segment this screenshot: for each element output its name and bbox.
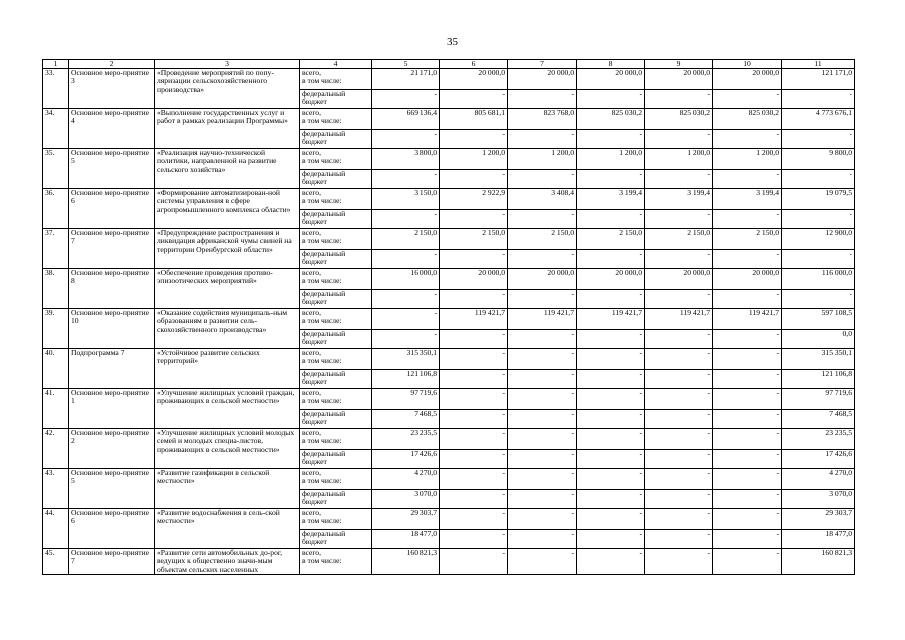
amount-cell: -: [508, 90, 577, 109]
funding-source: федеральный бюджет: [300, 90, 372, 109]
amount-cell: -: [713, 370, 782, 389]
column-number-2: 2: [69, 60, 155, 69]
amount-cell: 315 350,1: [372, 349, 440, 370]
funding-source: всего, в том числе:: [300, 349, 372, 370]
amount-cell: -: [713, 330, 782, 349]
row-name: «Выполнение государственных услуг и работ в рамках реализации Программы»: [155, 109, 300, 149]
amount-cell: -: [577, 490, 645, 509]
amount-cell: -: [440, 170, 508, 189]
amount-cell: -: [713, 170, 782, 189]
column-number-6: 6: [440, 60, 508, 69]
amount-cell: -: [508, 509, 577, 530]
amount-cell: 2 150,0: [577, 229, 645, 250]
row-type: Подпрограмма 7: [69, 349, 155, 389]
amount-cell: -: [713, 130, 782, 149]
amount-cell: -: [508, 250, 577, 269]
amount-cell: -: [372, 290, 440, 309]
amount-cell: -: [782, 170, 855, 189]
funding-source: всего, в том числе:: [300, 469, 372, 490]
row-number: 34.: [43, 109, 69, 149]
amount-cell: 21 171,0: [372, 69, 440, 90]
amount-cell: 19 079,5: [782, 189, 855, 210]
table-row: [43, 189, 855, 210]
amount-cell: 29 303,7: [372, 509, 440, 530]
amount-cell: -: [577, 509, 645, 530]
amount-cell: 29 303,7: [782, 509, 855, 530]
amount-cell: -: [508, 389, 577, 410]
row-name: «Развитие газификации в сельской местности»: [155, 469, 300, 509]
amount-cell: 119 421,7: [440, 309, 508, 330]
amount-cell: -: [782, 210, 855, 229]
funding-source: всего, в том числе:: [300, 229, 372, 250]
amount-cell: -: [577, 450, 645, 469]
amount-cell: 1 200,0: [440, 149, 508, 170]
amount-cell: 20 000,0: [508, 269, 577, 290]
amount-cell: -: [440, 509, 508, 530]
amount-cell: -: [508, 210, 577, 229]
row-number: 41.: [43, 389, 69, 429]
amount-cell: -: [440, 389, 508, 410]
row-type: Основное меро-приятие 5: [69, 149, 155, 189]
amount-cell: -: [713, 290, 782, 309]
amount-cell: 23 235,5: [782, 429, 855, 450]
column-number-5: 5: [372, 60, 440, 69]
amount-cell: -: [440, 349, 508, 370]
amount-cell: 597 108,5: [782, 309, 855, 330]
amount-cell: -: [440, 210, 508, 229]
amount-cell: -: [372, 130, 440, 149]
amount-cell: -: [508, 410, 577, 429]
amount-cell: -: [645, 250, 713, 269]
amount-cell: 823 768,0: [508, 109, 577, 130]
amount-cell: 3 199,4: [645, 189, 713, 210]
funding-source: федеральный бюджет: [300, 170, 372, 189]
funding-source: всего, в том числе:: [300, 189, 372, 210]
funding-source: всего, в том числе:: [300, 509, 372, 530]
amount-cell: -: [440, 130, 508, 149]
table-row: [43, 429, 855, 450]
funding-source: всего, в том числе:: [300, 309, 372, 330]
amount-cell: -: [577, 170, 645, 189]
amount-cell: 20 000,0: [440, 269, 508, 290]
amount-cell: 20 000,0: [440, 69, 508, 90]
amount-cell: -: [440, 290, 508, 309]
row-type: Основное меро-приятие 1: [69, 389, 155, 429]
amount-cell: 3 800,0: [372, 149, 440, 170]
row-type: Основное меро-приятие 4: [69, 109, 155, 149]
amount-cell: -: [577, 349, 645, 370]
amount-cell: -: [782, 90, 855, 109]
amount-cell: -: [713, 210, 782, 229]
table-row: [43, 469, 855, 490]
amount-cell: -: [782, 130, 855, 149]
funding-source: всего, в том числе:: [300, 109, 372, 130]
amount-cell: 97 719,6: [782, 389, 855, 410]
amount-cell: -: [645, 530, 713, 549]
column-number-3: 3: [155, 60, 300, 69]
table-row: [43, 109, 855, 130]
amount-cell: 1 200,0: [713, 149, 782, 170]
amount-cell: 12 900,0: [782, 229, 855, 250]
amount-cell: -: [645, 130, 713, 149]
amount-cell: -: [645, 410, 713, 429]
funding-source: федеральный бюджет: [300, 370, 372, 389]
funding-source: всего, в том числе:: [300, 149, 372, 170]
amount-cell: 1 200,0: [577, 149, 645, 170]
row-name: «Устойчивое развитие сельских территорий»: [155, 349, 300, 389]
amount-cell: -: [577, 410, 645, 429]
amount-cell: -: [508, 130, 577, 149]
amount-cell: -: [372, 170, 440, 189]
amount-cell: -: [508, 330, 577, 349]
amount-cell: 825 030,2: [645, 109, 713, 130]
amount-cell: 805 681,1: [440, 109, 508, 130]
row-type: Основное меро-приятие 6: [69, 509, 155, 549]
amount-cell: -: [645, 290, 713, 309]
amount-cell: 3 199,4: [577, 189, 645, 210]
amount-cell: -: [713, 509, 782, 530]
row-name: «Обеспечение проведения противо-эпизоотических мероприятий»: [155, 269, 300, 309]
funding-source: федеральный бюджет: [300, 330, 372, 349]
row-type: Основное меро-приятие 2: [69, 429, 155, 469]
column-number-row: [43, 60, 855, 69]
amount-cell: -: [713, 349, 782, 370]
amount-cell: -: [508, 549, 577, 575]
column-number-11: 11: [782, 60, 855, 69]
column-number-9: 9: [645, 60, 713, 69]
amount-cell: -: [440, 90, 508, 109]
funding-source: всего, в том числе:: [300, 389, 372, 410]
funding-source: всего, в том числе:: [300, 429, 372, 450]
amount-cell: -: [713, 90, 782, 109]
row-number: 36.: [43, 189, 69, 229]
table-row: [43, 509, 855, 530]
amount-cell: -: [713, 429, 782, 450]
amount-cell: 825 030,2: [577, 109, 645, 130]
funding-source: федеральный бюджет: [300, 490, 372, 509]
column-number-1: 1: [43, 60, 69, 69]
row-number: 43.: [43, 469, 69, 509]
amount-cell: -: [440, 469, 508, 490]
amount-cell: 4 270,0: [782, 469, 855, 490]
amount-cell: -: [645, 389, 713, 410]
amount-cell: 121 106,8: [372, 370, 440, 389]
funding-source: всего, в том числе:: [300, 269, 372, 290]
amount-cell: 20 000,0: [577, 269, 645, 290]
amount-cell: 116 000,0: [782, 269, 855, 290]
amount-cell: 119 421,7: [508, 309, 577, 330]
amount-cell: 1 200,0: [645, 149, 713, 170]
amount-cell: 97 719,6: [372, 389, 440, 410]
amount-cell: -: [440, 549, 508, 575]
amount-cell: -: [508, 429, 577, 450]
row-number: 39.: [43, 309, 69, 349]
amount-cell: -: [577, 210, 645, 229]
row-type: Основное меро-приятие 5: [69, 469, 155, 509]
page-number: 35: [447, 36, 458, 48]
amount-cell: 18 477,0: [782, 530, 855, 549]
amount-cell: 7 468,5: [372, 410, 440, 429]
funding-source: федеральный бюджет: [300, 450, 372, 469]
row-number: 45.: [43, 549, 69, 575]
funding-source: федеральный бюджет: [300, 130, 372, 149]
row-type: Основное меро-приятие 10: [69, 309, 155, 349]
amount-cell: -: [508, 349, 577, 370]
amount-cell: -: [508, 469, 577, 490]
amount-cell: -: [645, 490, 713, 509]
amount-cell: -: [713, 410, 782, 429]
column-number-10: 10: [713, 60, 782, 69]
amount-cell: 669 136,4: [372, 109, 440, 130]
row-type: Основное меро-приятие 8: [69, 269, 155, 309]
amount-cell: 3 070,0: [782, 490, 855, 509]
amount-cell: 4 773 676,1: [782, 109, 855, 130]
amount-cell: -: [577, 549, 645, 575]
amount-cell: -: [782, 290, 855, 309]
amount-cell: 119 421,7: [577, 309, 645, 330]
amount-cell: -: [645, 330, 713, 349]
amount-cell: 119 421,7: [713, 309, 782, 330]
row-name: «Оказание содействия муниципаль-ным образованиям в развитии сель-скохозяйственного производства»: [155, 309, 300, 349]
amount-cell: 2 150,0: [713, 229, 782, 250]
amount-cell: -: [440, 530, 508, 549]
amount-cell: -: [713, 389, 782, 410]
table-row: [43, 229, 855, 250]
table-row: [43, 389, 855, 410]
amount-cell: -: [645, 370, 713, 389]
amount-cell: 825 030,2: [713, 109, 782, 130]
table-row: [43, 349, 855, 370]
funding-source: федеральный бюджет: [300, 250, 372, 269]
amount-cell: -: [713, 530, 782, 549]
amount-cell: -: [713, 469, 782, 490]
column-number-8: 8: [577, 60, 645, 69]
amount-cell: -: [577, 370, 645, 389]
table-row: [43, 269, 855, 290]
row-number: 40.: [43, 349, 69, 389]
amount-cell: -: [372, 90, 440, 109]
amount-cell: 20 000,0: [713, 69, 782, 90]
amount-cell: -: [713, 549, 782, 575]
amount-cell: -: [440, 450, 508, 469]
amount-cell: 3 199,4: [713, 189, 782, 210]
row-name: «Проведение мероприятий по попу-ляризации сельскохозяйственного производства»: [155, 69, 300, 109]
row-name: «Улучшение жилищных условий граждан, проживающих в сельской местности»: [155, 389, 300, 429]
amount-cell: -: [577, 90, 645, 109]
amount-cell: -: [577, 389, 645, 410]
amount-cell: -: [713, 450, 782, 469]
amount-cell: -: [782, 250, 855, 269]
amount-cell: 2 922,9: [440, 189, 508, 210]
amount-cell: -: [440, 370, 508, 389]
amount-cell: -: [508, 530, 577, 549]
row-name: «Формирование автоматизирован-ной системы управления в сфере агропромышленного комплекса области»: [155, 189, 300, 229]
amount-cell: -: [440, 490, 508, 509]
amount-cell: -: [577, 530, 645, 549]
row-number: 35.: [43, 149, 69, 189]
amount-cell: 160 821,3: [782, 549, 855, 575]
amount-cell: 121 106,8: [782, 370, 855, 389]
row-number: 42.: [43, 429, 69, 469]
funding-source: всего, в том числе:: [300, 549, 372, 575]
amount-cell: -: [372, 250, 440, 269]
amount-cell: -: [508, 290, 577, 309]
amount-cell: -: [713, 490, 782, 509]
amount-cell: -: [645, 210, 713, 229]
amount-cell: -: [372, 309, 440, 330]
row-type: Основное меро-приятие 6: [69, 189, 155, 229]
table-row: [43, 69, 855, 90]
funding-source: федеральный бюджет: [300, 290, 372, 309]
amount-cell: -: [508, 370, 577, 389]
amount-cell: -: [508, 490, 577, 509]
amount-cell: 20 000,0: [645, 69, 713, 90]
amount-cell: -: [440, 250, 508, 269]
amount-cell: 2 150,0: [645, 229, 713, 250]
row-number: 33.: [43, 69, 69, 109]
column-number-4: 4: [300, 60, 372, 69]
amount-cell: 20 000,0: [508, 69, 577, 90]
amount-cell: 315 350,1: [782, 349, 855, 370]
amount-cell: -: [577, 330, 645, 349]
amount-cell: 20 000,0: [645, 269, 713, 290]
amount-cell: -: [372, 330, 440, 349]
row-name: «Развитие водоснабжения в сель-ской местности»: [155, 509, 300, 549]
amount-cell: -: [577, 429, 645, 450]
column-number-7: 7: [508, 60, 577, 69]
amount-cell: 9 800,0: [782, 149, 855, 170]
amount-cell: -: [645, 469, 713, 490]
amount-cell: -: [372, 210, 440, 229]
row-type: Основное меро-приятие 7: [69, 229, 155, 269]
amount-cell: -: [645, 509, 713, 530]
amount-cell: -: [508, 450, 577, 469]
amount-cell: 160 821,3: [372, 549, 440, 575]
amount-cell: -: [645, 170, 713, 189]
row-type: Основное меро-приятие 3: [69, 69, 155, 109]
row-type: Основное меро-приятие 7: [69, 549, 155, 575]
row-name: «Развитие сети автомобильных до-рог, ведущих к общественно значи-мым объектам сельских населенных: [155, 549, 300, 575]
amount-cell: -: [577, 130, 645, 149]
amount-cell: 17 426,6: [372, 450, 440, 469]
amount-cell: -: [645, 349, 713, 370]
amount-cell: 1 200,0: [508, 149, 577, 170]
amount-cell: 20 000,0: [577, 69, 645, 90]
amount-cell: 119 421,7: [645, 309, 713, 330]
amount-cell: -: [577, 290, 645, 309]
amount-cell: 23 235,5: [372, 429, 440, 450]
table-row: [43, 549, 855, 575]
row-number: 44.: [43, 509, 69, 549]
amount-cell: -: [645, 549, 713, 575]
table-body: [43, 60, 855, 575]
amount-cell: 2 150,0: [372, 229, 440, 250]
amount-cell: -: [508, 170, 577, 189]
table-row: [43, 149, 855, 170]
row-number: 38.: [43, 269, 69, 309]
funding-source: федеральный бюджет: [300, 410, 372, 429]
amount-cell: -: [713, 250, 782, 269]
amount-cell: -: [440, 330, 508, 349]
amount-cell: 7 468,5: [782, 410, 855, 429]
amount-cell: 18 477,0: [372, 530, 440, 549]
table-row: [43, 309, 855, 330]
row-name: «Улучшение жилищных условий молодых семей и молодых специа-листов, проживающих в сельской местности»: [155, 429, 300, 469]
amount-cell: -: [645, 429, 713, 450]
amount-cell: 2 150,0: [508, 229, 577, 250]
amount-cell: 0,0: [782, 330, 855, 349]
amount-cell: 4 270,0: [372, 469, 440, 490]
amount-cell: 2 150,0: [440, 229, 508, 250]
funding-source: всего, в том числе:: [300, 69, 372, 90]
row-name: «Реализация научно-технической политики, направленной на развитие сельского хозяйства»: [155, 149, 300, 189]
row-number: 37.: [43, 229, 69, 269]
funding-source: федеральный бюджет: [300, 210, 372, 229]
amount-cell: -: [440, 429, 508, 450]
amount-cell: 121 171,0: [782, 69, 855, 90]
budget-table: [42, 59, 855, 575]
amount-cell: 3 408,4: [508, 189, 577, 210]
amount-cell: 3 070,0: [372, 490, 440, 509]
amount-cell: -: [577, 469, 645, 490]
amount-cell: -: [440, 410, 508, 429]
amount-cell: 17 426,6: [782, 450, 855, 469]
amount-cell: -: [577, 250, 645, 269]
amount-cell: 3 150,0: [372, 189, 440, 210]
row-name: «Предупреждение распространения и ликвидация африканской чумы свиней на территории Оренбургской области»: [155, 229, 300, 269]
funding-source: федеральный бюджет: [300, 530, 372, 549]
amount-cell: 20 000,0: [713, 269, 782, 290]
amount-cell: -: [645, 450, 713, 469]
amount-cell: 16 000,0: [372, 269, 440, 290]
amount-cell: -: [645, 90, 713, 109]
